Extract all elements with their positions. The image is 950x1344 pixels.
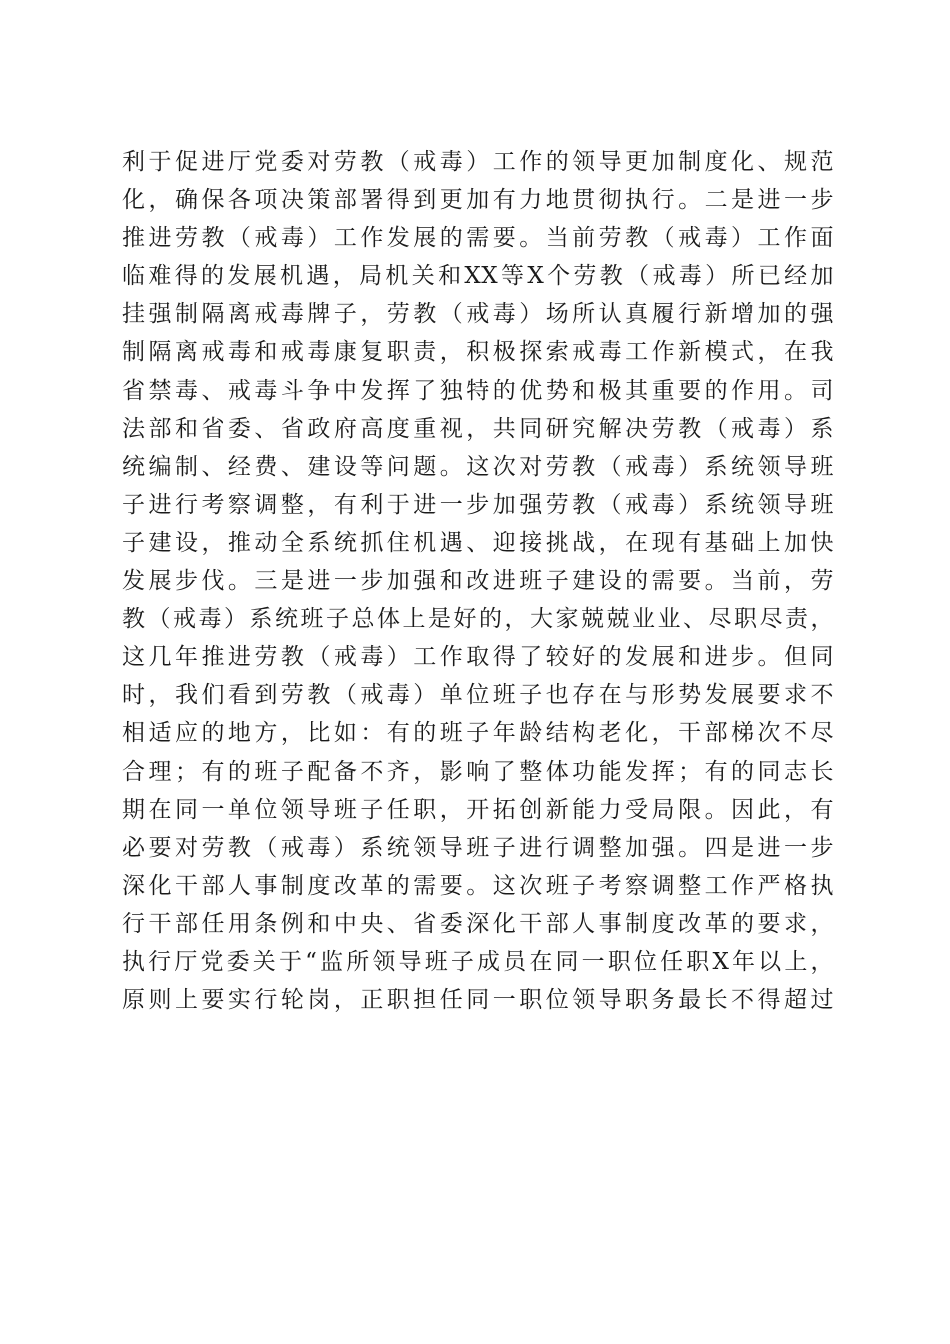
text-line: 时，我们看到劳教（戒毒）单位班子也存在与形势发展要求不 (122, 682, 834, 709)
text-line: 执行厅党委关于“监所领导班子成员在同一职位任职X年以上， (122, 948, 834, 975)
text-line: 深化干部人事制度改革的需要。这次班子考察调整工作严格执 (122, 872, 834, 899)
text-line: 合理；有的班子配备不齐，影响了整体功能发挥；有的同志长 (122, 758, 834, 785)
text-line: 化，确保各项决策部署得到更加有力地贯彻执行。二是进一步 (122, 187, 834, 214)
text-line: 省禁毒、戒毒斗争中发挥了独特的优势和极其重要的作用。司 (122, 377, 834, 404)
text-line: 统编制、经费、建设等问题。这次对劳教（戒毒）系统领导班 (122, 453, 834, 480)
text-line: 挂强制隔离戒毒牌子，劳教（戒毒）场所认真履行新增加的强 (122, 301, 834, 328)
text-line: 子建设，推动全系统抓住机遇、迎接挑战，在现有基础上加快 (122, 529, 834, 556)
text-line: 制隔离戒毒和戒毒康复职责，积极探索戒毒工作新模式，在我 (122, 339, 834, 366)
text-line: 子进行考察调整，有利于进一步加强劳教（戒毒）系统领导班 (122, 491, 834, 518)
body-text (122, 143, 834, 1019)
text-line: 利于促进厅党委对劳教（戒毒）工作的领导更加制度化、规范 (122, 149, 834, 175)
text-line: 原则上要实行轮岗，正职担任同一职位领导职务最长不得超过 (122, 987, 834, 1014)
text-line: 推进劳教（戒毒）工作发展的需要。当前劳教（戒毒）工作面 (122, 225, 834, 252)
text-line: 相适应的地方，比如：有的班子年龄结构老化，干部梯次不尽 (122, 720, 834, 747)
text-line: 期在同一单位领导班子任职，开拓创新能力受局限。因此，有 (122, 796, 834, 823)
text-line: 必要对劳教（戒毒）系统领导班子进行调整加强。四是进一步 (122, 834, 834, 861)
text-line: 这几年推进劳教（戒毒）工作取得了较好的发展和进步。但同 (122, 644, 834, 671)
text-line: 临难得的发展机遇，局机关和XX等X个劳教（戒毒）所已经加 (122, 263, 834, 290)
text-line: 发展步伐。三是进一步加强和改进班子建设的需要。当前，劳 (122, 568, 834, 595)
text-line: 法部和省委、省政府高度重视，共同研究解决劳教（戒毒）系 (122, 415, 834, 442)
text-line: 教（戒毒）系统班子总体上是好的，大家兢兢业业、尽职尽责， (122, 606, 834, 633)
text-line: 行干部任用条例和中央、省委深化干部人事制度改革的要求， (122, 910, 834, 937)
